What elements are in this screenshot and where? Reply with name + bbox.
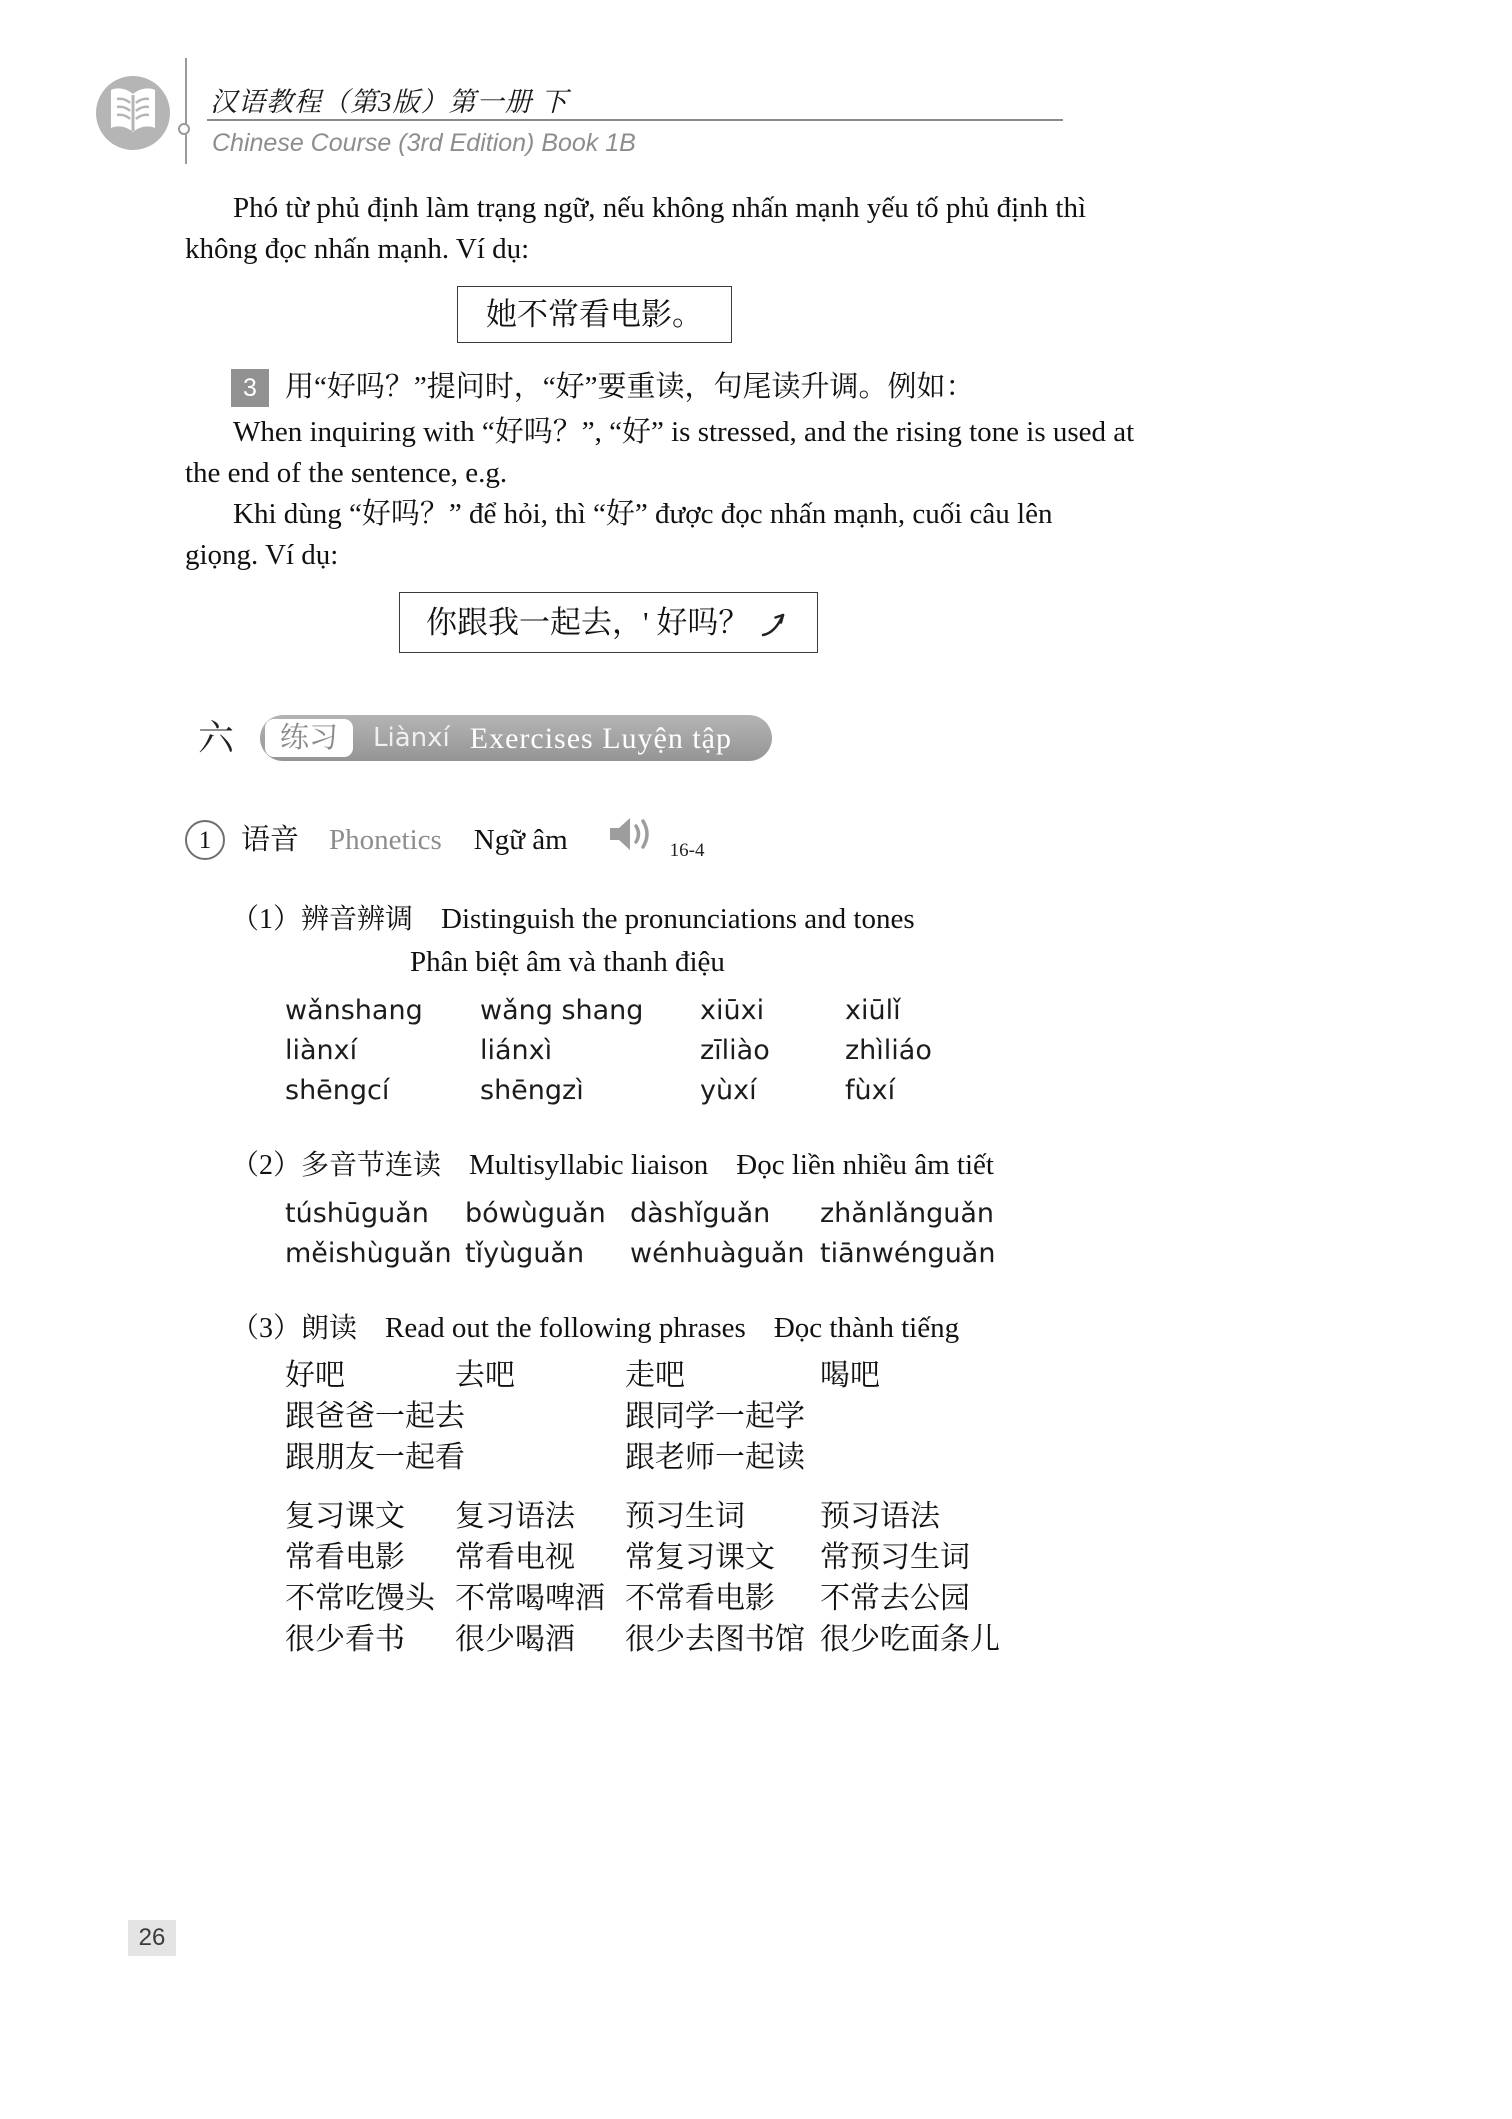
example-sentence-box: 她不常看电影。 xyxy=(457,286,732,343)
phrase-item: 跟同学一起学 xyxy=(625,1400,805,1433)
header-rule xyxy=(207,119,1063,121)
example-sentence-text: 你跟我一起去，' 好吗？ xyxy=(426,605,750,640)
pinyin-item: tǐyùguǎn xyxy=(465,1238,585,1269)
part-2-header xyxy=(185,1145,1335,1186)
phrase-item: 复习课文 xyxy=(285,1500,405,1533)
exercise-title-en: Phonetics xyxy=(329,823,442,856)
part-title-vi: Phân biệt âm và thanh điệu xyxy=(410,946,725,978)
part-1-header xyxy=(185,899,1335,940)
phrase-item: 很少去图书馆 xyxy=(625,1623,805,1656)
pinyin-item: měishùguǎn xyxy=(285,1238,452,1269)
speaker-icon xyxy=(608,815,654,865)
exercise-title-vi: Ngữ âm xyxy=(473,823,568,856)
phrase-item: 不常吃馒头 xyxy=(285,1582,435,1615)
pinyin-item: wǎng shang xyxy=(480,995,644,1026)
example-box-2-wrap xyxy=(185,576,1335,653)
phrase-item: 常看电影 xyxy=(285,1541,405,1574)
phrase-item: 复习语法 xyxy=(455,1500,575,1533)
section-title-bar xyxy=(260,715,772,761)
phrase-item: 常复习课文 xyxy=(625,1541,775,1574)
phrase-item: 不常看电影 xyxy=(625,1582,775,1615)
phrase-item: 预习生词 xyxy=(625,1500,745,1533)
phrase-item: 很少喝酒 xyxy=(455,1623,575,1656)
pinyin-item: wǎnshang xyxy=(285,995,423,1026)
part-title-vi: Đọc thành tiếng xyxy=(773,1312,960,1344)
phrase-item: 很少吃面条儿 xyxy=(820,1623,1000,1656)
pinyin-item: tiānwénguǎn xyxy=(820,1238,996,1269)
part-3-header xyxy=(185,1308,1335,1349)
part-title-vi: Đọc liền nhiều âm tiết xyxy=(736,1149,994,1181)
part-label-zh: （1）辨音辨调 xyxy=(231,904,414,935)
phrase-table-a xyxy=(285,1355,1335,1478)
pinyin-item: liánxì xyxy=(480,1035,553,1066)
part-label-zh: （2）多音节连读 xyxy=(231,1150,442,1181)
phrase-item: 不常喝啤酒 xyxy=(455,1582,605,1615)
page-number: 26 xyxy=(128,1920,176,1956)
paragraph-line: Khi dùng “好吗？” để hỏi, thì “好” được đọc nhấn mạnh, cuối câu lên xyxy=(233,498,1053,530)
point-number-badge: 3 xyxy=(231,369,269,407)
point-text-zh: 用“好吗？”提问时，“好”要重读，句尾读升调。例如： xyxy=(285,371,975,403)
example-box-1-wrap xyxy=(185,270,1335,367)
header-divider xyxy=(185,58,187,164)
page-content xyxy=(185,188,1335,1660)
part-title-en: Distinguish the pronunciations and tones xyxy=(441,903,915,935)
phrase-item: 去吧 xyxy=(455,1359,515,1392)
pinyin-item: wénhuàguǎn xyxy=(630,1238,805,1269)
phrase-item: 喝吧 xyxy=(820,1359,880,1392)
phrase-item: 预习语法 xyxy=(820,1500,940,1533)
phrase-table-b xyxy=(285,1496,1335,1660)
pinyin-item: dàshǐguǎn xyxy=(630,1198,771,1229)
rising-tone-arrow-icon xyxy=(759,606,791,640)
pinyin-item: túshūguǎn xyxy=(285,1198,429,1229)
part-label-zh: （3）朗读 xyxy=(231,1313,358,1344)
paragraph-line: giọng. Ví dụ: xyxy=(185,539,339,571)
publisher-logo-icon xyxy=(94,74,172,152)
section-marker: 六 xyxy=(198,717,235,758)
paragraph-line: Phó từ phủ định làm trạng ngữ, nếu không nhấn mạnh yếu tố phủ định thì xyxy=(233,192,1087,224)
section-header xyxy=(198,715,1335,761)
intro-paragraph-vi xyxy=(185,188,1335,270)
point3-paragraph-en xyxy=(185,412,1335,494)
pinyin-item: yùxí xyxy=(700,1075,757,1106)
pinyin-item: shēngzì xyxy=(480,1075,584,1106)
phrase-item: 很少看书 xyxy=(285,1623,405,1656)
exercise-title-zh: 语音 xyxy=(241,823,300,856)
paragraph-line: When inquiring with “好吗？”, “好” is stressed, and the rising tone is used at xyxy=(233,416,1135,448)
pinyin-item: xiūlǐ xyxy=(845,995,901,1026)
audio-track-number: 16-4 xyxy=(669,840,705,861)
paragraph-line: không đọc nhấn mạnh. Ví dụ: xyxy=(185,233,530,265)
pinyin-item: fùxí xyxy=(845,1075,896,1106)
paragraph-line: the end of the sentence, e.g. xyxy=(185,457,508,489)
point3-paragraph-vi xyxy=(185,494,1335,576)
section-pinyin: Liànxí xyxy=(373,722,450,753)
pinyin-item: shēngcí xyxy=(285,1075,390,1106)
book-title-zh: 汉语教程（第3版）第一册 下 xyxy=(210,87,569,117)
pinyin-item: xiūxi xyxy=(700,995,765,1026)
pinyin-item: zīliào xyxy=(700,1035,770,1066)
phrase-item: 跟爸爸一起去 xyxy=(285,1400,465,1433)
exercise-1-header xyxy=(185,815,1335,865)
pinyin-item: zhǎnlǎnguǎn xyxy=(820,1198,995,1229)
phrase-item: 走吧 xyxy=(625,1359,685,1392)
example-sentence-box xyxy=(399,592,818,653)
pinyin-item: zhìliáo xyxy=(845,1035,932,1066)
exercise-number-badge: 1 xyxy=(185,820,225,860)
pinyin-item: liànxí xyxy=(285,1035,358,1066)
numbered-point-3 xyxy=(185,367,1335,408)
section-title: Exercises Luyện tập xyxy=(469,721,732,755)
part-title-en: Read out the following phrases xyxy=(385,1312,746,1344)
phrase-item: 跟老师一起读 xyxy=(625,1441,805,1474)
book-title-en: Chinese Course (3rd Edition) Book 1B xyxy=(212,129,636,157)
phrase-item: 不常去公园 xyxy=(820,1582,970,1615)
part-title-en: Multisyllabic liaison xyxy=(469,1149,709,1181)
phrase-item: 常预习生词 xyxy=(820,1541,970,1574)
phrase-item: 好吧 xyxy=(285,1359,345,1392)
header-ring-ornament xyxy=(178,123,190,135)
phrase-item: 跟朋友一起看 xyxy=(285,1441,465,1474)
section-tab-zh: 练习 xyxy=(265,719,353,757)
pinyin-table-1 xyxy=(285,991,1335,1111)
phrase-item: 常看电视 xyxy=(455,1541,575,1574)
pinyin-table-2 xyxy=(285,1194,1335,1274)
pinyin-item: bówùguǎn xyxy=(465,1198,606,1229)
